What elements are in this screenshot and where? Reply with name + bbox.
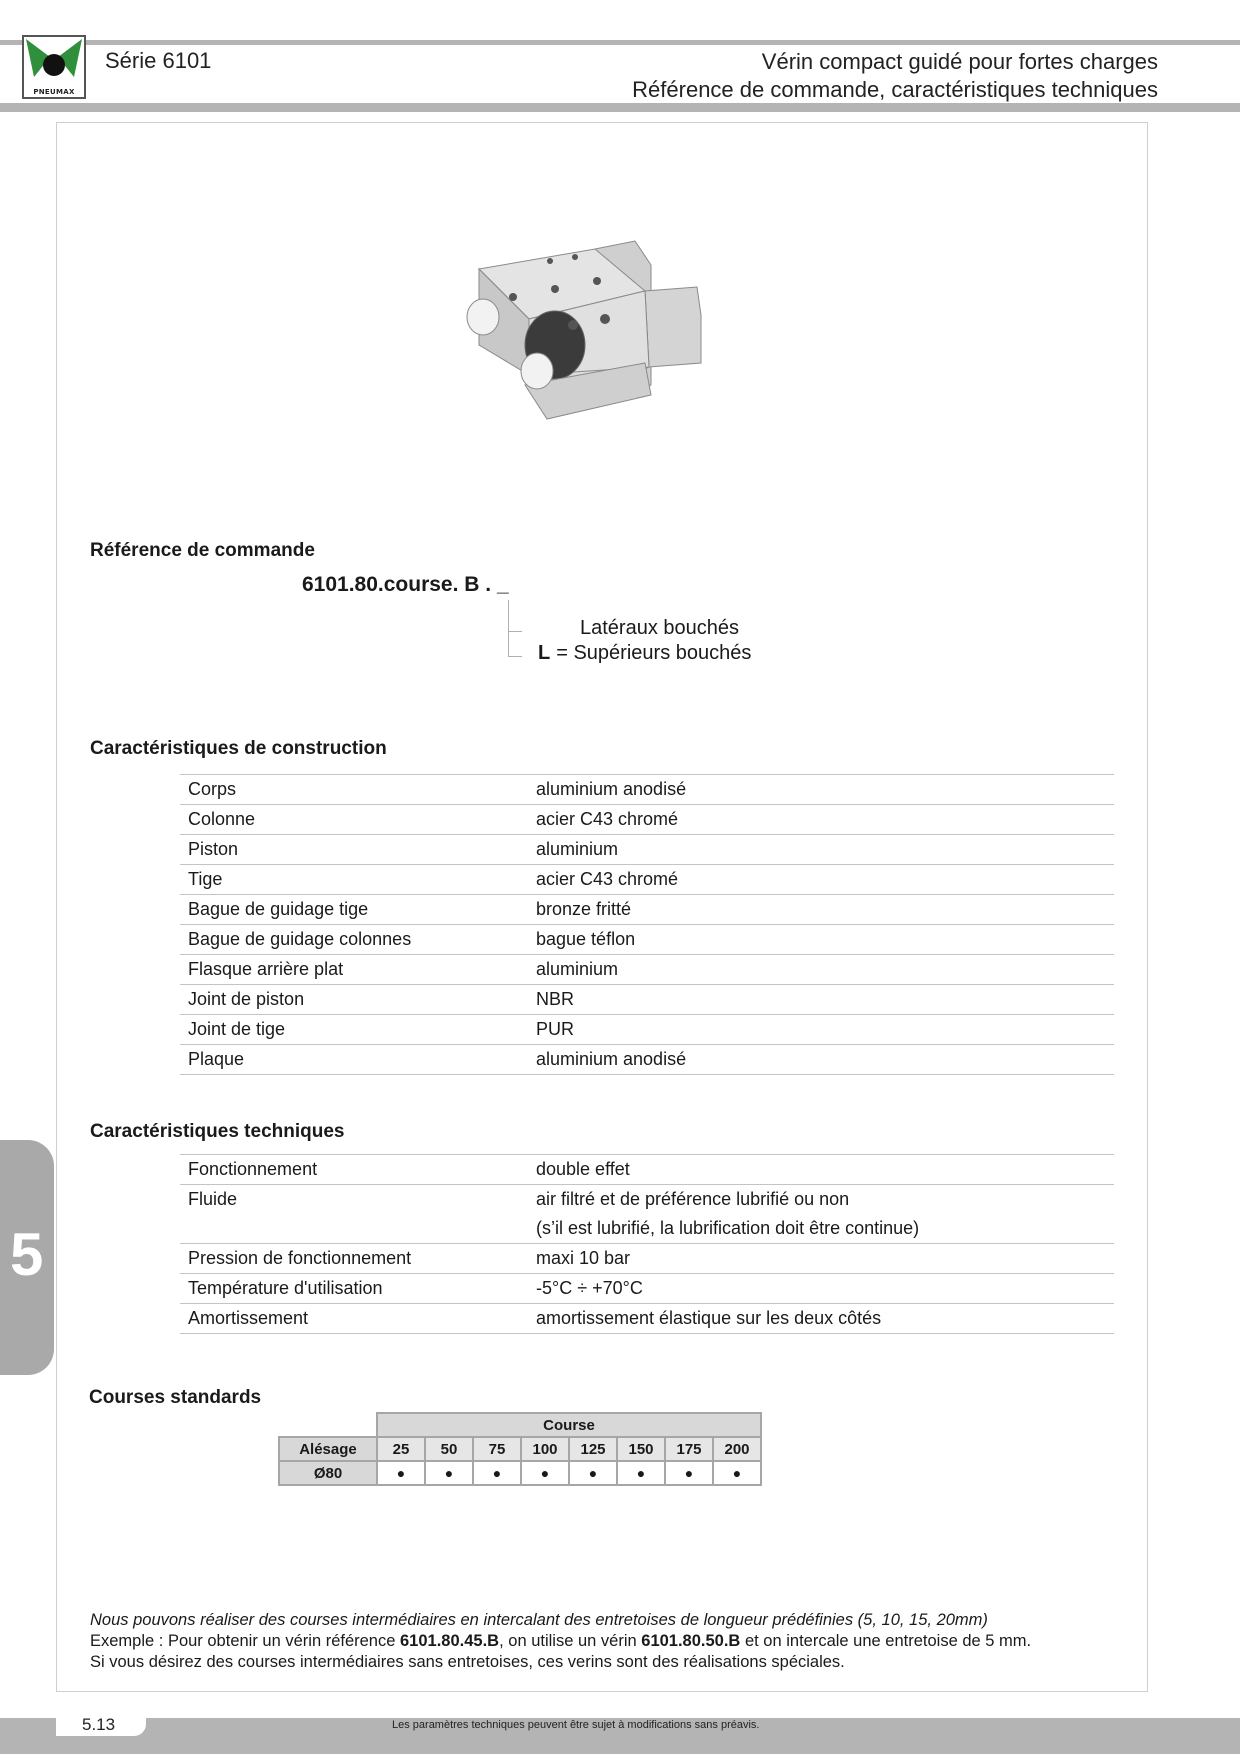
logo-mark-icon — [24, 37, 84, 87]
table-corner — [279, 1413, 377, 1437]
footnote-line3: Si vous désirez des courses intermédiaires sans entretoises, ces verins sont des réalisations spéciales. — [90, 1653, 845, 1671]
footnote-text: Exemple : Pour obtenir un vérin référence — [90, 1632, 400, 1650]
footnote-line1: Nous pouvons réaliser des courses intermédiaires en intercalant des entretoises de longueur prédéfinies (5, 10, 15, 20mm) — [90, 1611, 988, 1629]
spec-key: Colonne — [180, 805, 528, 835]
spec-value: aluminium anodisé — [528, 775, 1114, 805]
order-bracket — [508, 600, 523, 657]
spec-value: aluminium — [528, 835, 1114, 865]
spec-key: Amortissement — [180, 1304, 528, 1334]
spec-value: acier C43 chromé — [528, 865, 1114, 895]
footnote-line2 — [90, 1631, 1031, 1652]
table-row — [180, 1274, 1114, 1304]
spec-value: aluminium — [528, 955, 1114, 985]
table-row — [279, 1461, 761, 1485]
spec-value-continued: (s’il est lubrifié, la lubrification doit être continue) — [536, 1218, 920, 1238]
footnote-text: , on utilise un vérin — [499, 1632, 642, 1650]
course-value: 100 — [521, 1437, 569, 1461]
order-code: 6101.80.course. B . _ — [302, 573, 509, 596]
construction-section-title: Caractéristiques de construction — [90, 738, 387, 759]
spec-key: Bague de guidage colonnes — [180, 925, 528, 955]
table-row — [279, 1413, 761, 1437]
spec-value: double effet — [528, 1155, 1114, 1185]
spec-key: Pression de fonctionnement — [180, 1244, 528, 1274]
bore-value: Ø80 — [279, 1461, 377, 1485]
spec-key: Bague de guidage tige — [180, 895, 528, 925]
table-row — [180, 895, 1114, 925]
cylinder-product-image — [455, 235, 755, 450]
course-value: 150 — [617, 1437, 665, 1461]
footnote-ref: 6101.80.50.B — [641, 1632, 741, 1650]
bore-header: Alésage — [279, 1437, 377, 1461]
page-title-line2: Référence de commande, caractéristiques techniques — [632, 77, 1158, 102]
order-option-2 — [538, 642, 751, 665]
spec-value: PUR — [528, 1015, 1114, 1045]
footnote-text: et on intercale une entretoise de 5 mm. — [740, 1632, 1032, 1650]
table-row — [180, 1244, 1114, 1274]
footnote — [90, 1610, 1031, 1673]
courses-section-title: Courses standards — [89, 1387, 262, 1408]
table-row — [180, 955, 1114, 985]
table-row — [180, 1185, 1114, 1215]
order-option-label: Supérieurs bouchés — [573, 642, 752, 664]
spec-value: bronze fritté — [528, 895, 1114, 925]
spec-value: acier C43 chromé — [528, 805, 1114, 835]
order-option-code: L — [538, 642, 551, 664]
order-bracket-tick — [508, 656, 522, 657]
spec-key-empty — [180, 1214, 528, 1244]
page-title-line1: Vérin compact guidé pour fortes charges — [761, 49, 1158, 74]
course-value: 175 — [665, 1437, 713, 1461]
table-row — [180, 865, 1114, 895]
spec-value: air filtré et de préférence lubrifié ou non — [528, 1185, 1114, 1215]
order-option-label: Latéraux bouchés — [580, 617, 740, 639]
table-row — [180, 1045, 1114, 1075]
availability-dot: ● — [617, 1461, 665, 1485]
spec-key: Fonctionnement — [180, 1155, 528, 1185]
footer-disclaimer: Les paramètres techniques peuvent être sujet à modifications sans préavis. — [392, 1719, 760, 1731]
spec-key: Température d'utilisation — [180, 1274, 528, 1304]
courses-table — [278, 1412, 762, 1486]
table-row — [180, 835, 1114, 865]
course-value: 75 — [473, 1437, 521, 1461]
spec-key: Joint de piston — [180, 985, 528, 1015]
spec-key: Plaque — [180, 1045, 528, 1075]
spec-key: Fluide — [180, 1185, 528, 1215]
spec-key: Joint de tige — [180, 1015, 528, 1045]
order-option-eq: = — [556, 642, 568, 664]
technical-table — [180, 1154, 1114, 1334]
table-row — [180, 1015, 1114, 1045]
spec-value: -5°C ÷ +70°C — [528, 1274, 1114, 1304]
table-row — [180, 925, 1114, 955]
technical-section-title: Caractéristiques techniques — [90, 1121, 345, 1142]
table-row — [180, 1155, 1114, 1185]
table-row — [180, 775, 1114, 805]
order-section-title: Référence de commande — [90, 540, 315, 561]
series-label: Série 6101 — [105, 48, 212, 73]
table-row — [279, 1437, 761, 1461]
header-rule-top — [0, 40, 1240, 45]
course-value: 50 — [425, 1437, 473, 1461]
construction-table — [180, 774, 1114, 1075]
table-row — [180, 805, 1114, 835]
order-bracket-tick — [508, 631, 522, 632]
footnote-ref: 6101.80.45.B — [400, 1632, 500, 1650]
availability-dot: ● — [377, 1461, 425, 1485]
availability-dot: ● — [569, 1461, 617, 1485]
availability-dot: ● — [425, 1461, 473, 1485]
course-group-header: Course — [377, 1413, 761, 1437]
availability-dot: ● — [713, 1461, 761, 1485]
spec-value: NBR — [528, 985, 1114, 1015]
course-value: 125 — [569, 1437, 617, 1461]
table-row — [180, 1214, 1114, 1244]
availability-dot: ● — [473, 1461, 521, 1485]
spec-value: bague téflon — [528, 925, 1114, 955]
page-number: 5.13 — [82, 1715, 116, 1734]
spec-key: Tige — [180, 865, 528, 895]
table-row — [180, 1304, 1114, 1334]
course-value: 200 — [713, 1437, 761, 1461]
chapter-tab — [0, 1140, 54, 1375]
pneumax-logo — [22, 35, 86, 99]
spec-value: maxi 10 bar — [528, 1244, 1114, 1274]
spec-key: Flasque arrière plat — [180, 955, 528, 985]
logo-text: PNEUMAX — [33, 88, 75, 96]
chapter-number: 5 — [10, 1221, 44, 1288]
course-value: 25 — [377, 1437, 425, 1461]
header-rule-bottom — [0, 103, 1240, 112]
availability-dot: ● — [521, 1461, 569, 1485]
spec-key: Piston — [180, 835, 528, 865]
spec-key: Corps — [180, 775, 528, 805]
page-title — [632, 48, 1158, 104]
spec-value: amortissement élastique sur les deux côtés — [528, 1304, 1114, 1334]
availability-dot: ● — [665, 1461, 713, 1485]
spec-value: aluminium anodisé — [528, 1045, 1114, 1075]
table-row — [180, 985, 1114, 1015]
order-option-1 — [580, 617, 739, 640]
